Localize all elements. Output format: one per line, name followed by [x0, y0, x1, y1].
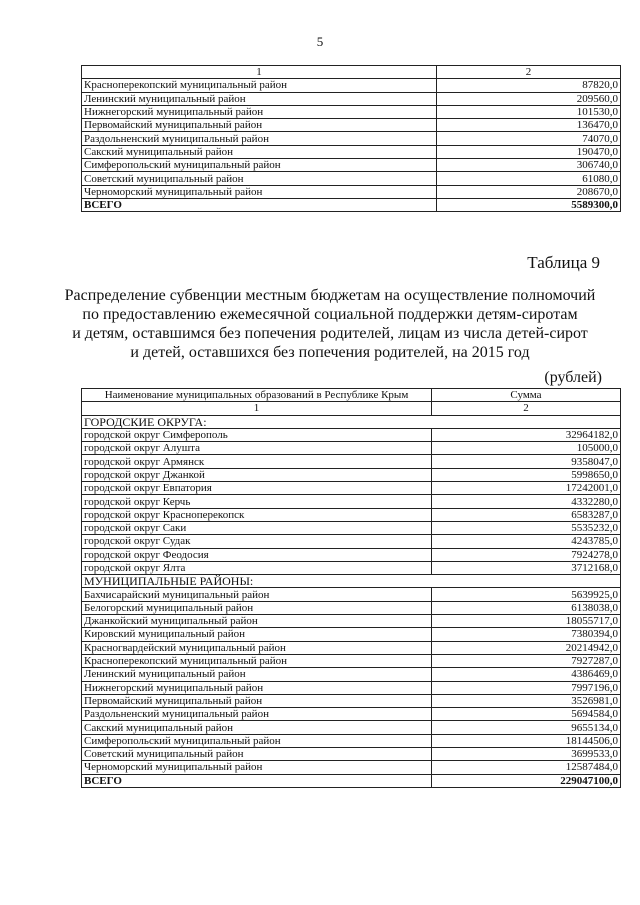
- amount-cell: 4332280,0: [432, 495, 621, 508]
- name-cell: 1: [82, 66, 437, 79]
- table-row: [82, 198, 621, 211]
- heading-line: по предоставлению ежемесячной социальной поддержки детям-сиротам: [82, 306, 578, 323]
- amount-cell: 5998650,0: [432, 468, 621, 481]
- name-cell: городской округ Евпатория: [82, 482, 432, 495]
- table-row: [82, 721, 621, 734]
- name-cell: Первомайский муниципальный район: [82, 694, 432, 707]
- name-cell: Наименование муниципальных образований в Республике Крым: [82, 389, 432, 402]
- page-number: 5: [316, 34, 324, 49]
- amount-cell: 3712168,0: [432, 561, 621, 574]
- name-cell: городской округ Саки: [82, 521, 432, 534]
- amount-cell: 61080,0: [437, 172, 621, 185]
- amount-cell: 2: [437, 66, 621, 79]
- table-row: [82, 132, 621, 145]
- table-heading: [60, 286, 600, 362]
- name-cell: Кировский муниципальный район: [82, 628, 432, 641]
- amount-cell: 105000,0: [432, 442, 621, 455]
- table-row: [82, 389, 621, 402]
- table-row: [82, 468, 621, 481]
- heading-line: Распределение субвенции местным бюджетам на осуществление полномочий: [64, 287, 596, 304]
- table-row: [82, 628, 621, 641]
- table-row: [82, 428, 621, 441]
- name-cell: Первомайский муниципальный район: [82, 119, 437, 132]
- unit-label: (рублей): [544, 369, 602, 386]
- table-row: [82, 708, 621, 721]
- table-row: [82, 145, 621, 158]
- name-cell: МУНИЦИПАЛЬНЫЕ РАЙОНЫ:: [82, 575, 621, 588]
- amount-cell: 7927287,0: [432, 654, 621, 667]
- name-cell: городской округ Ялта: [82, 561, 432, 574]
- name-cell: Джанкойский муниципальный район: [82, 615, 432, 628]
- table-label: Таблица 9: [527, 253, 600, 272]
- subvention-table: [81, 388, 621, 788]
- amount-cell: 136470,0: [437, 119, 621, 132]
- amount-cell: 5639925,0: [432, 588, 621, 601]
- amount-cell: 4243785,0: [432, 535, 621, 548]
- amount-cell: 12587484,0: [432, 761, 621, 774]
- table-continued: [81, 65, 621, 212]
- table-row: [82, 508, 621, 521]
- amount-cell: 3699533,0: [432, 748, 621, 761]
- heading-line: и детям, оставшимся без попечения родителей, лицам из числа детей-сирот: [72, 325, 588, 342]
- name-cell: городской округ Армянск: [82, 455, 432, 468]
- amount-cell: 229047100,0: [432, 774, 621, 787]
- amount-cell: 18144506,0: [432, 734, 621, 747]
- name-cell: городской округ Симферополь: [82, 428, 432, 441]
- amount-cell: 6583287,0: [432, 508, 621, 521]
- name-cell: Красноперекопский муниципальный район: [82, 654, 432, 667]
- table-row: [82, 92, 621, 105]
- table-row: [82, 548, 621, 561]
- amount-cell: 18055717,0: [432, 615, 621, 628]
- table-row: [82, 455, 621, 468]
- name-cell: Белогорский муниципальный район: [82, 601, 432, 614]
- amount-cell: 20214942,0: [432, 641, 621, 654]
- table-row: [82, 119, 621, 132]
- amount-cell: 6138038,0: [432, 601, 621, 614]
- amount-cell: 17242001,0: [432, 482, 621, 495]
- table-row: [82, 601, 621, 614]
- name-cell: ВСЕГО: [82, 774, 432, 787]
- amount-cell: 5535232,0: [432, 521, 621, 534]
- amount-cell: 209560,0: [437, 92, 621, 105]
- name-cell: Нижнегорский муниципальный район: [82, 681, 432, 694]
- table-row: [82, 105, 621, 118]
- name-cell: Черноморский муниципальный район: [82, 185, 437, 198]
- table-row: [82, 615, 621, 628]
- name-cell: городской округ Джанкой: [82, 468, 432, 481]
- table-row: [82, 588, 621, 601]
- table-row: [82, 79, 621, 92]
- amount-cell: 2: [432, 402, 621, 415]
- name-cell: Сакский муниципальный район: [82, 721, 432, 734]
- amount-cell: 9358047,0: [432, 455, 621, 468]
- amount-cell: 5589300,0: [437, 198, 621, 211]
- table-row: [82, 774, 621, 787]
- table-row: [82, 442, 621, 455]
- name-cell: Симферопольский муниципальный район: [82, 159, 437, 172]
- name-cell: 1: [82, 402, 432, 415]
- table-row: [82, 159, 621, 172]
- heading-line: и детей, оставшихся без попечения родителей, на 2015 год: [130, 344, 530, 361]
- name-cell: Симферопольский муниципальный район: [82, 734, 432, 747]
- name-cell: городской округ Судак: [82, 535, 432, 548]
- table-row: [82, 668, 621, 681]
- table-row: [82, 761, 621, 774]
- amount-cell: 5694584,0: [432, 708, 621, 721]
- amount-cell: 306740,0: [437, 159, 621, 172]
- table-row: [82, 641, 621, 654]
- name-cell: Сакский муниципальный район: [82, 145, 437, 158]
- amount-cell: 32964182,0: [432, 428, 621, 441]
- name-cell: городской округ Феодосия: [82, 548, 432, 561]
- table-row: [82, 654, 621, 667]
- table-row: [82, 694, 621, 707]
- amount-cell: 7997196,0: [432, 681, 621, 694]
- name-cell: городской округ Красноперекопск: [82, 508, 432, 521]
- amount-cell: 190470,0: [437, 145, 621, 158]
- name-cell: Нижнегорский муниципальный район: [82, 105, 437, 118]
- name-cell: Ленинский муниципальный район: [82, 668, 432, 681]
- table-row: [82, 535, 621, 548]
- name-cell: Ленинский муниципальный район: [82, 92, 437, 105]
- amount-cell: 87820,0: [437, 79, 621, 92]
- name-cell: городской округ Алушта: [82, 442, 432, 455]
- amount-cell: Сумма: [432, 389, 621, 402]
- table-row: [82, 172, 621, 185]
- amount-cell: 7380394,0: [432, 628, 621, 641]
- amount-cell: 208670,0: [437, 185, 621, 198]
- amount-cell: 101530,0: [437, 105, 621, 118]
- table-row: [82, 521, 621, 534]
- name-cell: Черноморский муниципальный район: [82, 761, 432, 774]
- name-cell: Раздольненский муниципальный район: [82, 132, 437, 145]
- table-row: [82, 185, 621, 198]
- table-row: [82, 482, 621, 495]
- table-row: [82, 734, 621, 747]
- name-cell: ВСЕГО: [82, 198, 437, 211]
- table-row: [82, 681, 621, 694]
- table-row: [82, 402, 621, 415]
- table-row: [82, 495, 621, 508]
- amount-cell: 3526981,0: [432, 694, 621, 707]
- table-row: [82, 575, 621, 588]
- amount-cell: 4386469,0: [432, 668, 621, 681]
- name-cell: Бахчисарайский муниципальный район: [82, 588, 432, 601]
- table-row: [82, 561, 621, 574]
- amount-cell: 7924278,0: [432, 548, 621, 561]
- amount-cell: 9655134,0: [432, 721, 621, 734]
- name-cell: ГОРОДСКИЕ ОКРУГА:: [82, 415, 621, 428]
- name-cell: Красноперекопский муниципальный район: [82, 79, 437, 92]
- name-cell: Красногвардейский муниципальный район: [82, 641, 432, 654]
- amount-cell: 74070,0: [437, 132, 621, 145]
- table-row: [82, 66, 621, 79]
- table-row: [82, 415, 621, 428]
- name-cell: городской округ Керчь: [82, 495, 432, 508]
- table-row: [82, 748, 621, 761]
- name-cell: Советский муниципальный район: [82, 748, 432, 761]
- name-cell: Советский муниципальный район: [82, 172, 437, 185]
- name-cell: Раздольненский муниципальный район: [82, 708, 432, 721]
